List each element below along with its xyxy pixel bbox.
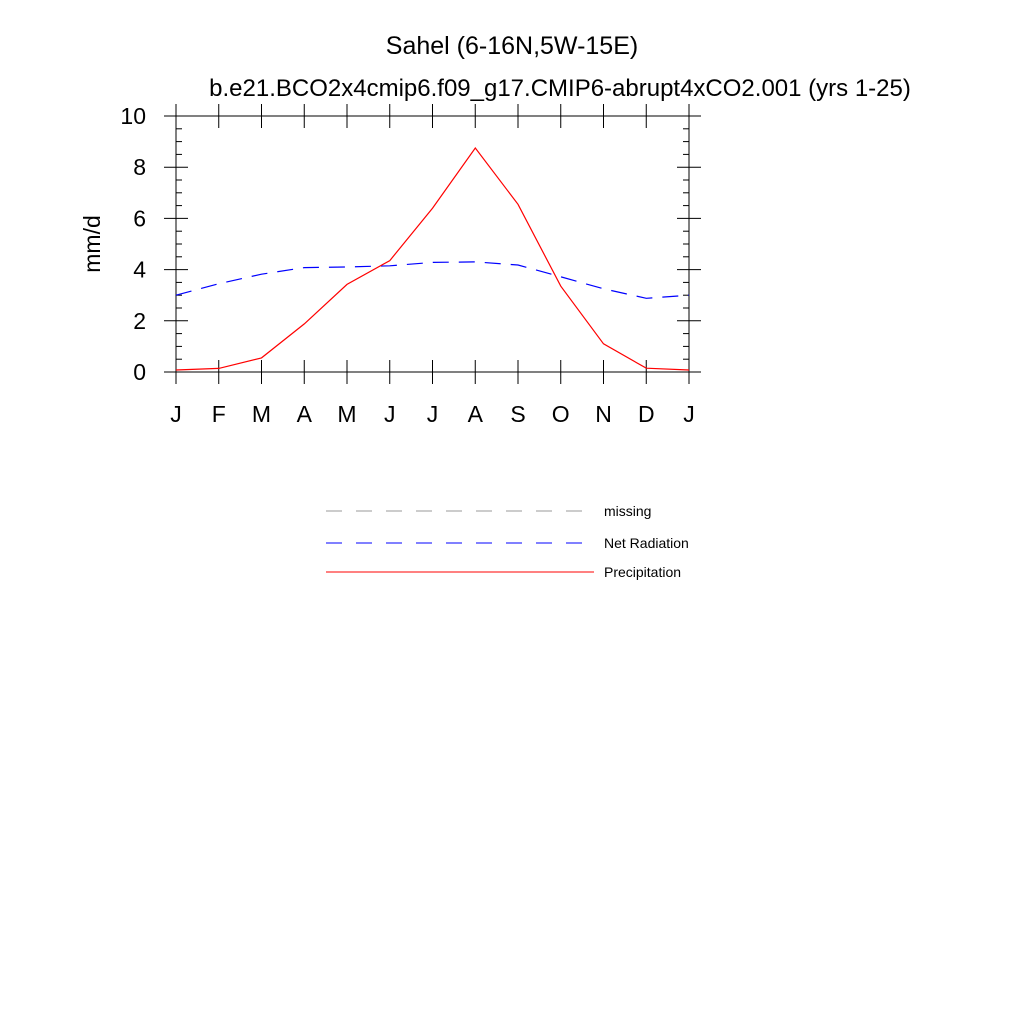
x-tick-label: J (426, 401, 439, 427)
y-axis-label: mm/d (79, 215, 105, 273)
axis-ticks (164, 104, 701, 384)
y-tick-label: 0 (133, 359, 146, 385)
x-tick-labels (170, 401, 695, 427)
legend-label: Precipitation (604, 564, 682, 580)
series-lines (176, 148, 689, 370)
x-tick-label: M (337, 401, 357, 427)
plot-frame (176, 116, 689, 372)
x-tick-label: A (467, 401, 483, 427)
y-tick-label: 10 (120, 103, 146, 129)
y-tick-label: 2 (133, 307, 146, 334)
x-tick-label: J (683, 401, 695, 427)
x-tick-label: S (510, 401, 526, 427)
chart-subtitle: b.e21.BCO2x4cmip6.f09_g17.CMIP6-abrupt4xCO2.001 (yrs 1-25) (209, 75, 911, 102)
y-tick-label: 8 (133, 154, 146, 181)
x-tick-label: O (551, 401, 570, 427)
series-line (176, 262, 689, 298)
x-tick-label: N (595, 401, 612, 427)
x-tick-label: D (637, 401, 655, 427)
chart-title: Sahel (6-16N,5W-15E) (385, 32, 639, 60)
legend-label: Net Radiation (604, 535, 689, 551)
x-tick-label: J (170, 401, 182, 427)
series-line (176, 148, 689, 370)
y-tick-labels (120, 103, 146, 385)
legend (326, 503, 689, 580)
y-tick-label: 6 (133, 205, 146, 232)
x-tick-label: F (211, 401, 226, 427)
legend-label: missing (604, 503, 652, 519)
y-tick-label: 4 (133, 256, 146, 283)
x-tick-label: M (251, 401, 272, 427)
x-tick-label: J (384, 401, 396, 427)
x-tick-label: A (296, 401, 312, 427)
